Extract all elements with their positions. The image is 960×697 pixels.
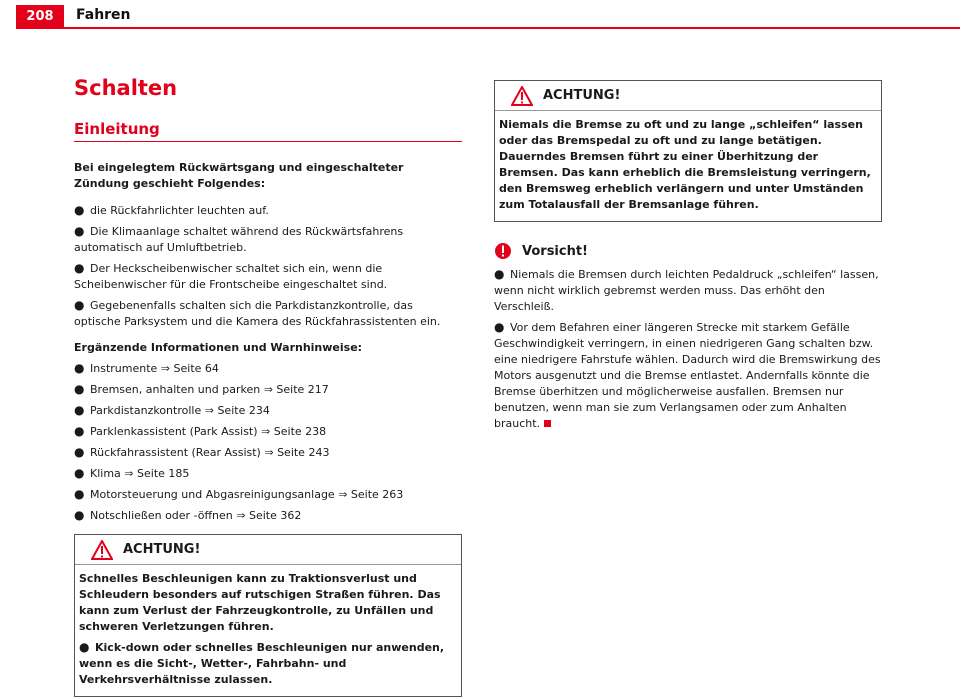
warning-text: Schnelles Beschleunigen kann zu Traktionsverlust und Schleudern besonders auf rutschigen Straßen führen. Das kann zum Verlust der Fahrzeugkontrolle, zu Unfällen und schweren Verletzungen führen. [79,572,441,633]
page-link[interactable]: Seite 238 [273,425,327,438]
reference-item[interactable]: ● Notschließen oder -öffnen ⇒ Seite 362 [74,508,302,522]
warning-header [495,81,881,111]
list-item: ● Der Heckscheibenwischer schaltet sich ein, wenn die Scheibenwischer für die Frontscheibe eingeschaltet sind. [74,261,388,291]
arrow-icon: ⇒ [264,446,274,459]
warning-triangle-icon [511,86,533,106]
arrow-icon: ⇒ [124,467,134,480]
warning-box [494,80,882,222]
page-header [0,0,960,28]
bullet-icon: ● [79,640,90,654]
page-link[interactable]: Seite 234 [217,404,270,417]
bullet-icon: ● [74,508,85,522]
arrow-icon: ⇒ [160,362,171,375]
page-number: 208 [16,5,64,28]
list-item: ● Niemals die Bremsen durch leichten Pedaldruck „schleifen“ lassen, wenn nicht wirklich gebremst werden muss. Das erhöht den Verschleiß. [494,267,879,313]
caution-title: Vorsicht! [522,243,588,259]
arrow-icon: ⇒ [204,404,214,417]
subsection-title: Einleitung [74,120,160,138]
arrow-icon: ⇒ [263,383,273,396]
right-column [494,80,882,436]
bullet-icon: ● [74,261,85,275]
page-link[interactable]: Seite 217 [276,383,329,396]
reference-item[interactable]: ● Rückfahrassistent (Rear Assist) ⇒ Seite 243 [74,445,330,459]
caution-header [494,242,882,260]
bullet-icon: ● [74,382,85,396]
reference-item[interactable]: ● Parkdistanzkontrolle ⇒ Seite 234 [74,403,270,417]
warning-title: ACHTUNG! [123,542,201,557]
list-item: ● Vor dem Befahren einer längeren Strecke mit starkem Gefälle Geschwindigkeit verringern, in einen niedrigeren Gang schalten bzw. eine niedrigere Fahrstufe wählen. Dadurch wird die Bremswirkung des Motors ausgenutzt und die Bremse entlastet. Andernfalls könnte die Bremse überhitzen und möglicherweise ausfallen. Bremsen nur benutzen, wenn man sie zum Verlangsamen oder zum Anhalten braucht. [494,320,881,430]
warning-box [74,534,462,697]
bullet-icon: ● [74,487,85,501]
warning-text: Niemals die Bremse zu oft und zu lange „schleifen“ lassen oder das Bremspedal zu oft und zu lange betätigen. Dauerndes Bremsen führt zu einer Überhitzung der Bremsen. Das kann erheblich die Bremsleistung verringern, den Bremsweg erheblich verlängern und unter Umständen zum Totalausfall der Bremsanlage führen. [499,118,871,211]
intro-text: Bei eingelegtem Rückwärtsgang und eingeschalteter Zündung geschieht Folgendes: [74,161,404,190]
caution-icon [494,242,512,260]
reference-item[interactable]: ● Instrumente ⇒ Seite 64 [74,361,219,375]
bullet-icon: ● [494,267,505,281]
info-heading: Ergänzende Informationen und Warnhinweise: [74,341,363,354]
bullet-icon: ● [74,298,85,312]
reference-item[interactable]: ● Motorsteuerung und Abgasreinigungsanlage ⇒ Seite 263 [74,487,404,501]
warning-triangle-icon [91,540,113,560]
warning-body [75,565,461,696]
page-link[interactable]: Seite 263 [350,488,404,501]
page-link[interactable]: Seite 362 [248,509,302,522]
header-rule [16,27,960,29]
bullet-icon: ● [74,224,85,238]
list-item: ● Die Klimaanlage schaltet während des Rückwärtsfahrens automatisch auf Umluftbetrieb. [74,224,404,254]
arrow-icon: ⇒ [338,488,348,501]
warning-header [75,535,461,565]
warning-title: ACHTUNG! [543,88,621,103]
reference-item[interactable]: ● Parklenkassistent (Park Assist) ⇒ Seite 238 [74,424,327,438]
page-link[interactable]: Seite 185 [137,467,190,480]
end-mark-icon [544,420,551,427]
warning-body [495,111,881,221]
bullet-icon: ● [494,320,505,334]
subsection-header [74,120,462,142]
page-link[interactable]: Seite 243 [277,446,330,459]
bullet-icon: ● [74,445,85,459]
page-link[interactable]: Seite 64 [173,362,219,375]
chapter-title: Fahren [76,7,131,23]
arrow-icon: ⇒ [261,425,271,438]
reference-item[interactable]: ● Klima ⇒ Seite 185 [74,466,190,480]
bullet-icon: ● [74,424,85,438]
bullet-icon: ● [74,361,85,375]
list-item: ● Kick-down oder schnelles Beschleunigen nur anwenden, wenn es die Sicht-, Wetter-, Fahrbahn- und Verkehrsverhältnisse zulassen. [79,640,445,686]
bullet-icon: ● [74,403,85,417]
bullet-icon: ● [74,466,85,480]
bullet-icon: ● [74,203,85,217]
list-item: ● Gegebenenfalls schalten sich die Parkdistanzkontrolle, das optische Parksystem und die Kamera des Rückfahrassistenten ein. [74,298,441,328]
section-title: Schalten [74,76,178,100]
left-column [74,70,462,697]
reference-item[interactable]: ● Bremsen, anhalten und parken ⇒ Seite 217 [74,382,329,396]
arrow-icon: ⇒ [236,509,246,522]
list-item: ● die Rückfahrlichter leuchten auf. [74,203,269,217]
